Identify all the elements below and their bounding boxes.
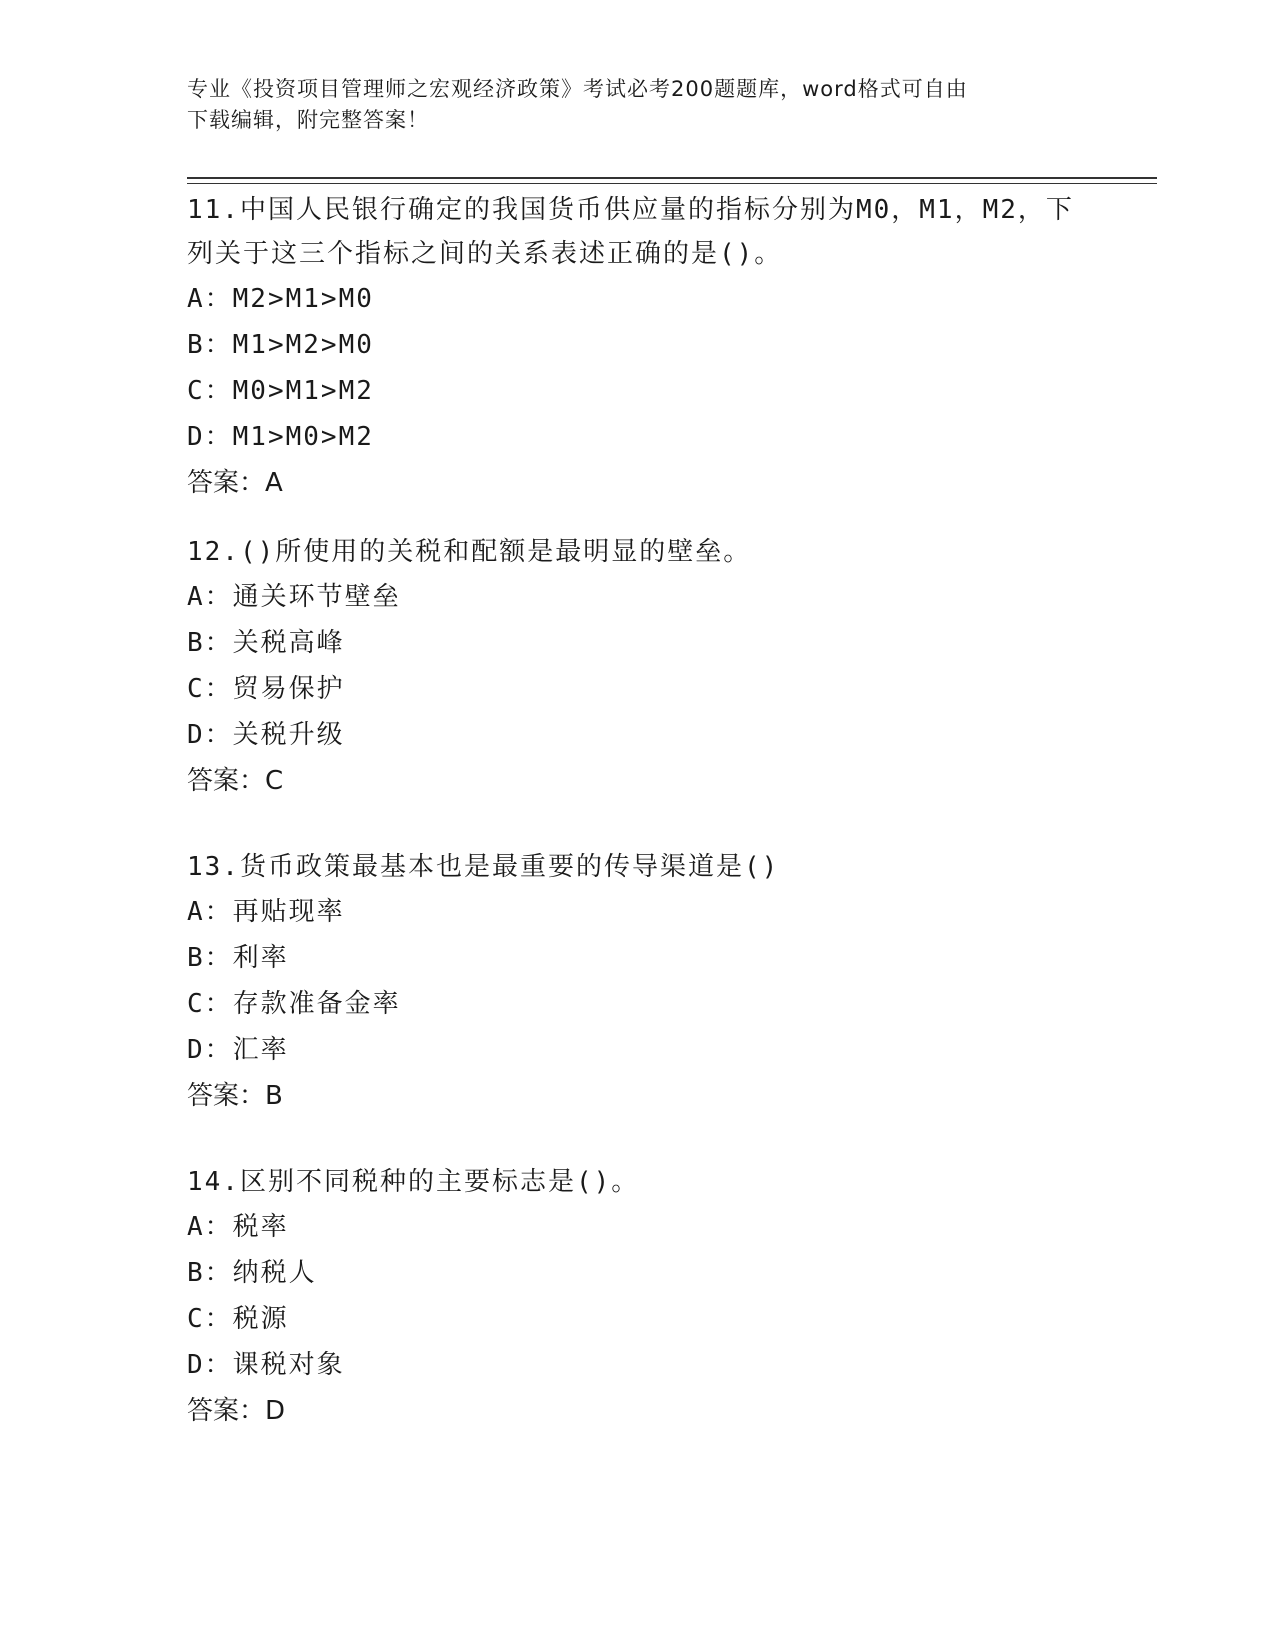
answer-value: A <box>265 468 283 498</box>
answer-label: 答案： <box>187 1081 266 1111</box>
question-12 <box>187 530 1087 804</box>
answer-value: D <box>265 1396 286 1426</box>
question-stem: 12.()所使用的关税和配额是最明显的壁垒。 <box>187 537 752 567</box>
option-d: D：课税对象 <box>187 1350 345 1380</box>
option-a: A：再贴现率 <box>187 897 345 927</box>
question-14 <box>187 1160 1087 1434</box>
answer-line <box>187 460 1087 506</box>
answer-line <box>187 1073 1087 1119</box>
header-line-2: 下载编辑，附完整答案！ <box>187 108 429 132</box>
answer-value: B <box>265 1081 283 1111</box>
question-stem-continued: 列关于这三个指标之间的关系表述正确的是()。 <box>187 239 783 269</box>
answer-line <box>187 1388 1087 1434</box>
header-divider-thin <box>187 183 1157 184</box>
answer-label: 答案： <box>187 766 266 796</box>
header-line-1: 专业《投资项目管理师之宏观经济政策》考试必考200题题库，word格式可自由 <box>187 77 968 101</box>
option-c: C：存款准备金率 <box>187 989 401 1019</box>
option-a: A：M2>M1>M0 <box>187 284 374 314</box>
document-header <box>187 74 1087 136</box>
option-d: D：关税升级 <box>187 720 345 750</box>
option-b: B：利率 <box>187 943 289 973</box>
answer-label: 答案： <box>187 1396 266 1426</box>
option-d: D：M1>M0>M2 <box>187 422 374 452</box>
answer-value: C <box>265 766 284 796</box>
header-divider-thick <box>187 177 1157 179</box>
answer-label: 答案： <box>187 468 266 498</box>
question-stem: 11.中国人民银行确定的我国货币供应量的指标分别为M0，M1，M2，下 <box>187 195 1074 225</box>
question-13 <box>187 845 1087 1119</box>
option-c: C：贸易保护 <box>187 674 345 704</box>
option-b: B：纳税人 <box>187 1258 317 1288</box>
option-c: C：M0>M1>M2 <box>187 376 374 406</box>
option-b: B：M1>M2>M0 <box>187 330 374 360</box>
option-d: D：汇率 <box>187 1035 289 1065</box>
question-stem: 14.区别不同税种的主要标志是()。 <box>187 1167 640 1197</box>
question-stem: 13.货币政策最基本也是最重要的传导渠道是() <box>187 852 780 882</box>
option-c: C：税源 <box>187 1304 289 1334</box>
question-11 <box>187 188 1087 506</box>
option-a: A：税率 <box>187 1212 289 1242</box>
option-b: B：关税高峰 <box>187 628 345 658</box>
option-a: A：通关环节壁垒 <box>187 582 401 612</box>
answer-line <box>187 758 1087 804</box>
